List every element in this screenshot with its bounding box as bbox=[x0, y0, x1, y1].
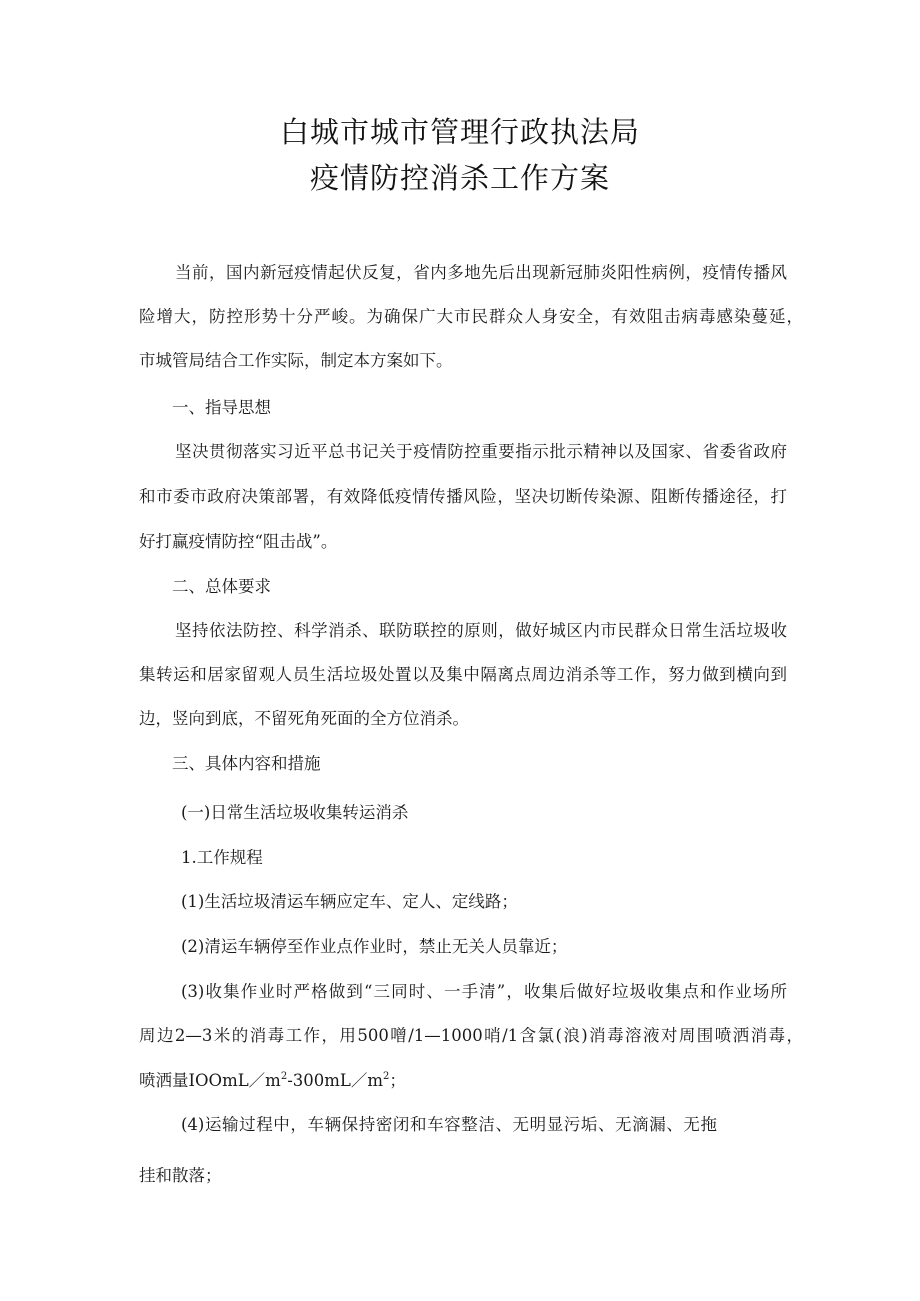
procedure-3-line-1: (3)收集作业时严格做到“三同时、一手清”，收集后做好垃圾收集点和作业场所 bbox=[181, 982, 787, 1001]
section-2-line-2: 集转运和居家留观人员生活垃圾处置以及集中隔离点周边消杀等工作，努力做到横向到 bbox=[139, 665, 787, 684]
procedure-1: (1)生活垃圾清运车辆应定车、定人、定线路； bbox=[181, 892, 518, 911]
superscript-square-2: 2 bbox=[383, 1070, 390, 1082]
section-2-heading: 二、总体要求 bbox=[172, 577, 271, 596]
section-2-line-3: 边，竖向到底，不留死角死面的全方位消杀。 bbox=[139, 709, 469, 728]
section-1-line-2: 和市委市政府决策部署，有效降低疫情传播风险，坚决切断传染源、阻断传播途径，打 bbox=[139, 487, 787, 506]
procedure-3-line-3 bbox=[139, 1069, 406, 1093]
procedure-2: (2)清运车辆停至作业点作业时，禁止无关人员靠近； bbox=[181, 937, 568, 956]
procedure-4-line-1: (4)运输过程中，车辆保持密闭和车容整洁、无明显污垢、无滴漏、无拖 bbox=[181, 1115, 717, 1134]
intro-line-3: 市城管局结合工作实际，制定本方案如下。 bbox=[139, 351, 453, 370]
item-1-heading: 1.工作规程 bbox=[181, 848, 263, 867]
section-2-line-1: 坚持依法防控、科学消杀、联防联控的原则，做好城区内市民群众日常生活垃圾收 bbox=[175, 621, 787, 640]
procedure-4-line-2: 挂和散落； bbox=[139, 1166, 222, 1185]
section-1-line-1: 坚决贯彻落实习近平总书记关于疫情防控重要指示批示精神以及国家、省委省政府 bbox=[175, 442, 787, 461]
intro-line-1: 当前，国内新冠疫情起伏反复，省内多地先后出现新冠肺炎阳性病例，疫情传播风 bbox=[175, 263, 787, 282]
section-3-heading: 三、具体内容和措施 bbox=[172, 754, 321, 773]
spray-amount-range: -300mL／m bbox=[287, 1071, 384, 1090]
procedure-3-line-2: 周边2—3米的消毒工作，用500噌/1—1000哨/1含氯(浪)消毒溶液对周围喷洒消毒， bbox=[139, 1026, 803, 1045]
subsection-1-heading: (一)日常生活垃圾收集转运消杀 bbox=[181, 803, 409, 822]
document-title-line-1: 白城市城市管理行政执法局 bbox=[279, 115, 640, 149]
section-1-heading: 一、指导思想 bbox=[172, 398, 271, 417]
superscript-square-1: 2 bbox=[280, 1070, 288, 1082]
spray-amount-end: ； bbox=[389, 1071, 406, 1090]
section-1-line-3: 好打赢疫情防控“阻击战”。 bbox=[139, 532, 338, 551]
intro-line-2: 险增大，防控形势十分严峻。为确保广大市民群众人身安全，有效阻击病毒感染蔓延， bbox=[139, 307, 803, 326]
document-title-line-2: 疫情防控消杀工作方案 bbox=[309, 161, 610, 195]
spray-amount-text: 喷洒量IOOmL／m bbox=[139, 1071, 281, 1090]
